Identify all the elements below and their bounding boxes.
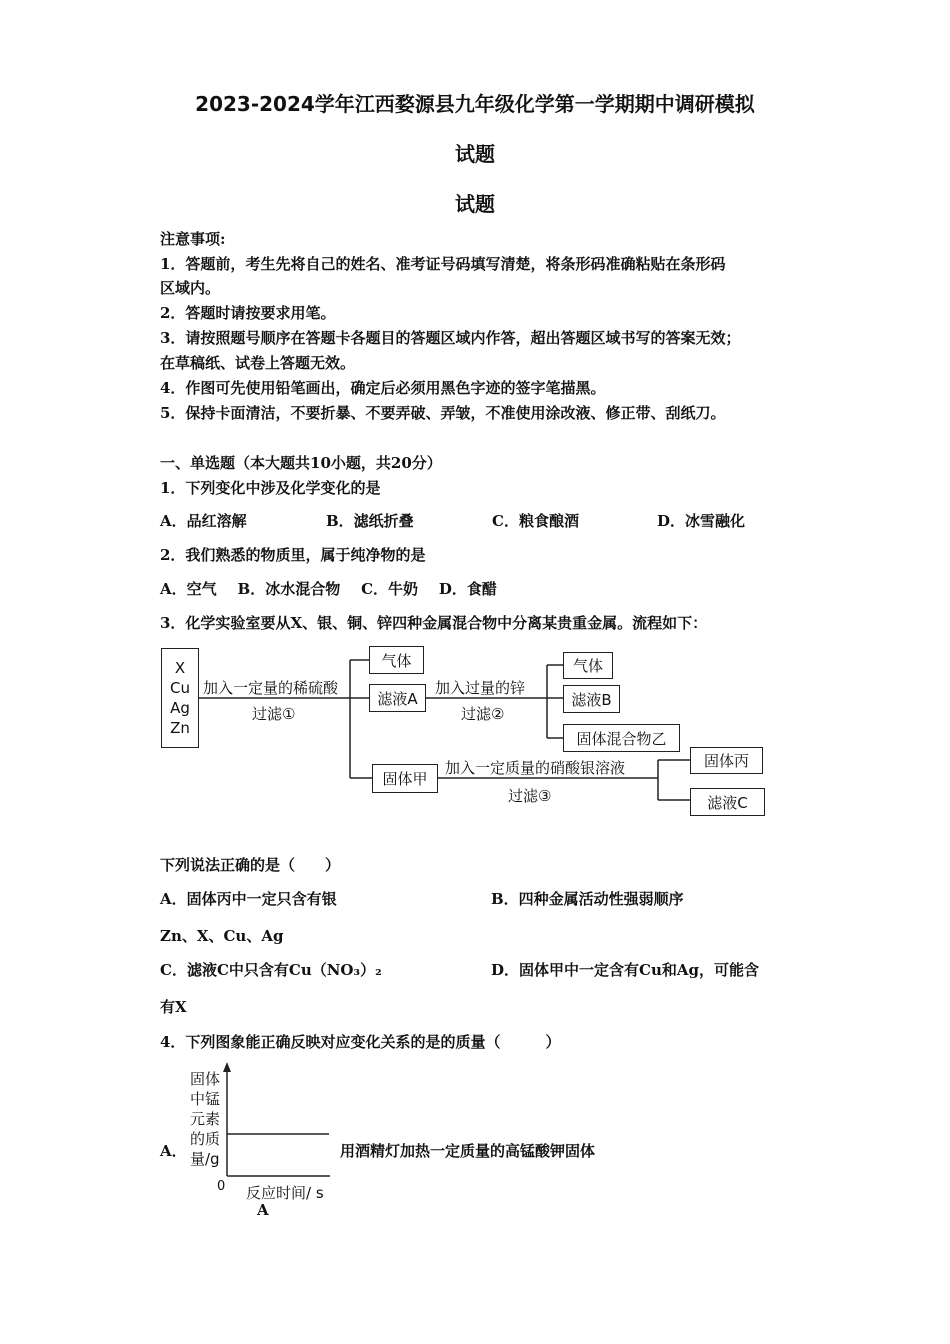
q3-option-b-cont: Zn、X、Cu、Ag bbox=[160, 927, 284, 945]
q1-option-d[interactable]: D．冰雪融化 bbox=[657, 512, 746, 530]
q3-option-c[interactable]: C．滤液C中只含有Cu（NO₃）₂ bbox=[160, 961, 382, 979]
metal-ag: Ag bbox=[170, 699, 190, 717]
mix-solid-b-box: 固体混合物乙 bbox=[563, 724, 680, 752]
gas1-box: 气体 bbox=[369, 646, 424, 674]
q3-option-d-cont: 有X bbox=[160, 998, 187, 1016]
question-1-stem: 1．下列变化中涉及化学变化的是 bbox=[160, 479, 381, 497]
notice-item: 区域内。 bbox=[160, 279, 221, 297]
gas2-box: 气体 bbox=[563, 652, 613, 679]
q1-option-c[interactable]: C．粮食酿酒 bbox=[492, 512, 579, 530]
question-2-stem: 2．我们熟悉的物质里，属于纯净物的是 bbox=[160, 546, 426, 564]
question-4-stem: 4．下列图象能正确反映对应变化关系的是的质量（ ） bbox=[160, 1033, 561, 1051]
notice-heading: 注意事项: bbox=[160, 230, 226, 248]
filtrateB-box: 滤液B bbox=[563, 685, 620, 713]
q1-option-a[interactable]: A．品红溶解 bbox=[160, 512, 247, 530]
page-title: 2023-2024学年江西婺源县九年级化学第一学期期中调研模拟 bbox=[195, 92, 755, 116]
q3-option-b[interactable]: B．四种金属活动性强弱顺序 bbox=[491, 890, 684, 908]
ylabel-line: 的质 bbox=[190, 1130, 221, 1148]
y-axis-arrow bbox=[223, 1062, 231, 1072]
graph-caption: A bbox=[257, 1201, 269, 1219]
q3-question: 下列说法正确的是（ ） bbox=[160, 856, 341, 874]
section-heading: 一、单选题（本大题共10小题，共20分） bbox=[160, 454, 442, 472]
ylabel-line: 中锰 bbox=[190, 1090, 221, 1108]
step2-sub: 过滤② bbox=[461, 705, 505, 723]
ylabel-line: 固体 bbox=[190, 1070, 221, 1088]
ylabel-line: 量/g bbox=[190, 1150, 220, 1168]
page-subtitle: 试题 bbox=[455, 192, 495, 216]
q1-option-b[interactable]: B．滤纸折叠 bbox=[326, 512, 414, 530]
metal-cu: Cu bbox=[170, 679, 190, 697]
filtrateC-box: 滤液C bbox=[690, 788, 765, 816]
filtrateA-box: 滤液A bbox=[369, 684, 426, 712]
graph-ylabel bbox=[190, 1069, 220, 1169]
ylabel-line: 元素 bbox=[190, 1110, 221, 1128]
notice-item: 2．答题时请按要求用笔。 bbox=[160, 304, 336, 322]
q3-option-d[interactable]: D．固体甲中一定含有Cu和Ag，可能含 bbox=[491, 961, 759, 979]
metal-zn: Zn bbox=[170, 719, 190, 737]
step3-label: 加入一定质量的硝酸银溶液 bbox=[445, 759, 626, 777]
q3-option-a[interactable]: A．固体丙中一定只含有银 bbox=[160, 890, 337, 908]
solidC-box: 固体丙 bbox=[690, 747, 763, 774]
q4-option-a-text[interactable]: 用酒精灯加热一定质量的高锰酸钾固体 bbox=[340, 1142, 596, 1160]
notice-item: 3．请按照题号顺序在答题卡各题目的答题区域内作答，超出答题区域书写的答案无效； bbox=[160, 329, 741, 347]
notice-item: 1．答题前，考生先将自己的姓名、准考证号码填写清楚，将条形码准确粘贴在条形码 bbox=[160, 255, 726, 273]
notice-item: 5．保持卡面清洁，不要折暴、不要弄破、弄皱，不准使用涂改液、修正带、刮纸刀。 bbox=[160, 404, 726, 422]
graph-origin: 0 bbox=[217, 1179, 226, 1194]
q4-option-a-label[interactable]: A． bbox=[160, 1142, 187, 1160]
metal-x: X bbox=[174, 659, 186, 677]
notice-item: 在草稿纸、试卷上答题无效。 bbox=[160, 354, 356, 372]
q2-options[interactable]: A．空气 B．冰水混合物 C．牛奶 D．食醋 bbox=[160, 580, 497, 598]
question-3-stem: 3．化学实验室要从X、银、铜、锌四种金属混合物中分离某贵重金属。流程如下： bbox=[160, 614, 708, 632]
step3-sub: 过滤③ bbox=[508, 787, 552, 805]
step1-sub: 过滤① bbox=[252, 705, 296, 723]
step1-label: 加入一定量的稀硫酸 bbox=[203, 679, 339, 697]
page-title-line2: 试题 bbox=[455, 142, 495, 166]
graph-xlabel: 反应时间/ s bbox=[246, 1184, 324, 1202]
solidA-box: 固体甲 bbox=[372, 764, 438, 793]
notice-item: 4．作图可先使用铅笔画出，确定后必须用黑色字迹的签字笔描黑。 bbox=[160, 379, 606, 397]
step2-label: 加入过量的锌 bbox=[435, 679, 526, 697]
